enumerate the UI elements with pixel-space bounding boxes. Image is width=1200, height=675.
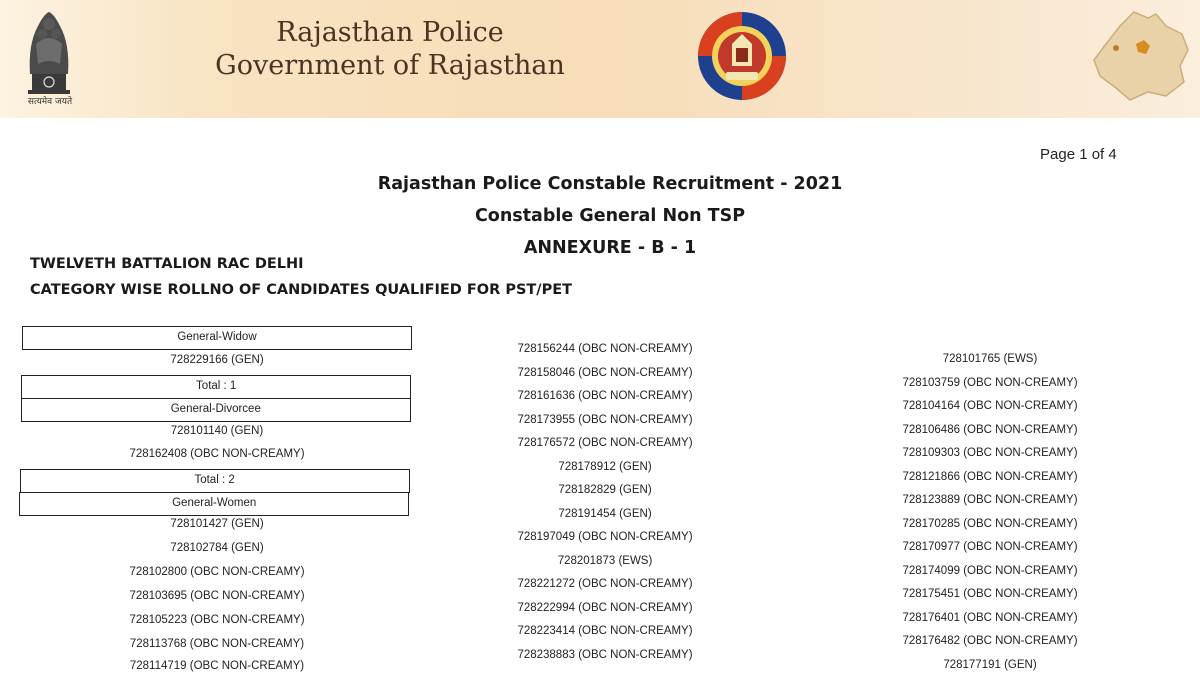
roll-number-entry: 728101765 (EWS) [942, 353, 1038, 365]
category-box: General-Divorcee [21, 398, 411, 422]
roll-number-entry: 728229166 (GEN) [170, 354, 264, 366]
category-box: General-Women [19, 492, 409, 516]
roll-number-entry: 728109303 (OBC NON-CREAMY) [902, 447, 1078, 459]
roll-number-entry: 728158046 (OBC NON-CREAMY) [517, 366, 693, 379]
roll-number-entry: 728114719 (OBC NON-CREAMY) [129, 660, 305, 672]
banner-title-line1: Rajasthan Police [276, 17, 504, 48]
roll-number-entry: 728101140 (GEN) [170, 425, 264, 437]
roll-number-entry: 728191454 (GEN) [558, 507, 652, 520]
annexure-label: ANNEXURE - B - 1 [523, 238, 697, 258]
roll-number-entry: 728238883 (OBC NON-CREAMY) [517, 648, 693, 661]
roll-number-entry: 728121866 (OBC NON-CREAMY) [902, 470, 1078, 483]
roll-number-entry: 728182829 (GEN) [558, 484, 652, 496]
roll-number-entry: 728170977 (OBC NON-CREAMY) [902, 541, 1078, 553]
roll-number-entry: 728176482 (OBC NON-CREAMY) [902, 635, 1078, 647]
roll-number-entry: 728103759 (OBC NON-CREAMY) [902, 376, 1078, 389]
roll-number-entry: 728197049 (OBC NON-CREAMY) [517, 531, 693, 543]
roll-number-entry: 728176401 (OBC NON-CREAMY) [902, 611, 1078, 624]
header-banner [0, 0, 1200, 118]
roll-number-entry: 728222994 (OBC NON-CREAMY) [517, 601, 693, 614]
roll-number-entry: 728102800 (OBC NON-CREAMY) [129, 566, 305, 578]
battalion-heading: TWELVETH BATTALION RAC DELHI [30, 256, 304, 272]
roll-number-entry: 728105223 (OBC NON-CREAMY) [129, 614, 305, 626]
roll-number-entry: 728177191 (GEN) [943, 658, 1037, 671]
category-box: General-Widow [22, 326, 412, 350]
banner-title-line2: Government of Rajasthan [215, 50, 565, 81]
roll-number-entry: 728178912 (GEN) [558, 460, 652, 473]
roll-number-entry: 728123889 (OBC NON-CREAMY) [902, 494, 1078, 506]
banner-titles [200, 16, 580, 82]
roll-number-entry: 728113768 (OBC NON-CREAMY) [129, 638, 305, 650]
roll-number-entry: 728174099 (OBC NON-CREAMY) [902, 564, 1078, 577]
roll-number-entry: 728103695 (OBC NON-CREAMY) [129, 590, 305, 602]
emblem-caption: सत्यमेव जयते [27, 97, 73, 107]
roll-number-entry: 728201873 (EWS) [557, 554, 653, 567]
roll-number-entry: 728176572 (OBC NON-CREAMY) [517, 437, 693, 449]
page-indicator: Page 1 of 4 [1040, 146, 1117, 163]
roll-number-entry: 728156244 (OBC NON-CREAMY) [517, 343, 693, 355]
rajasthan-police-badge-icon [694, 8, 790, 104]
category-box: Total : 1 [21, 375, 411, 399]
roll-number-entry: 728106486 (OBC NON-CREAMY) [902, 423, 1078, 436]
document-title: Rajasthan Police Constable Recruitment - 2021 [377, 174, 843, 194]
document-subtitle: Constable General Non TSP [474, 206, 746, 226]
roll-number-entry: 728104164 (OBC NON-CREAMY) [902, 400, 1078, 412]
rajasthan-map-icon [1086, 4, 1196, 106]
roll-number-entry: 728101427 (GEN) [170, 518, 264, 530]
roll-number-entry: 728223414 (OBC NON-CREAMY) [517, 625, 693, 637]
roll-number-entry: 728161636 (OBC NON-CREAMY) [517, 390, 693, 402]
roll-number-entry: 728175451 (OBC NON-CREAMY) [902, 588, 1078, 600]
roll-number-entry: 728221272 (OBC NON-CREAMY) [517, 578, 693, 590]
category-box: Total : 2 [20, 469, 410, 493]
roll-number-entry: 728162408 (OBC NON-CREAMY) [129, 448, 305, 460]
category-heading: CATEGORY WISE ROLLNO OF CANDIDATES QUALIFIED FOR PST/PET [30, 282, 573, 298]
roll-number-entry: 728102784 (GEN) [170, 542, 264, 554]
roll-number-entry: 728170285 (OBC NON-CREAMY) [902, 517, 1078, 530]
roll-number-entry: 728173955 (OBC NON-CREAMY) [517, 413, 693, 426]
